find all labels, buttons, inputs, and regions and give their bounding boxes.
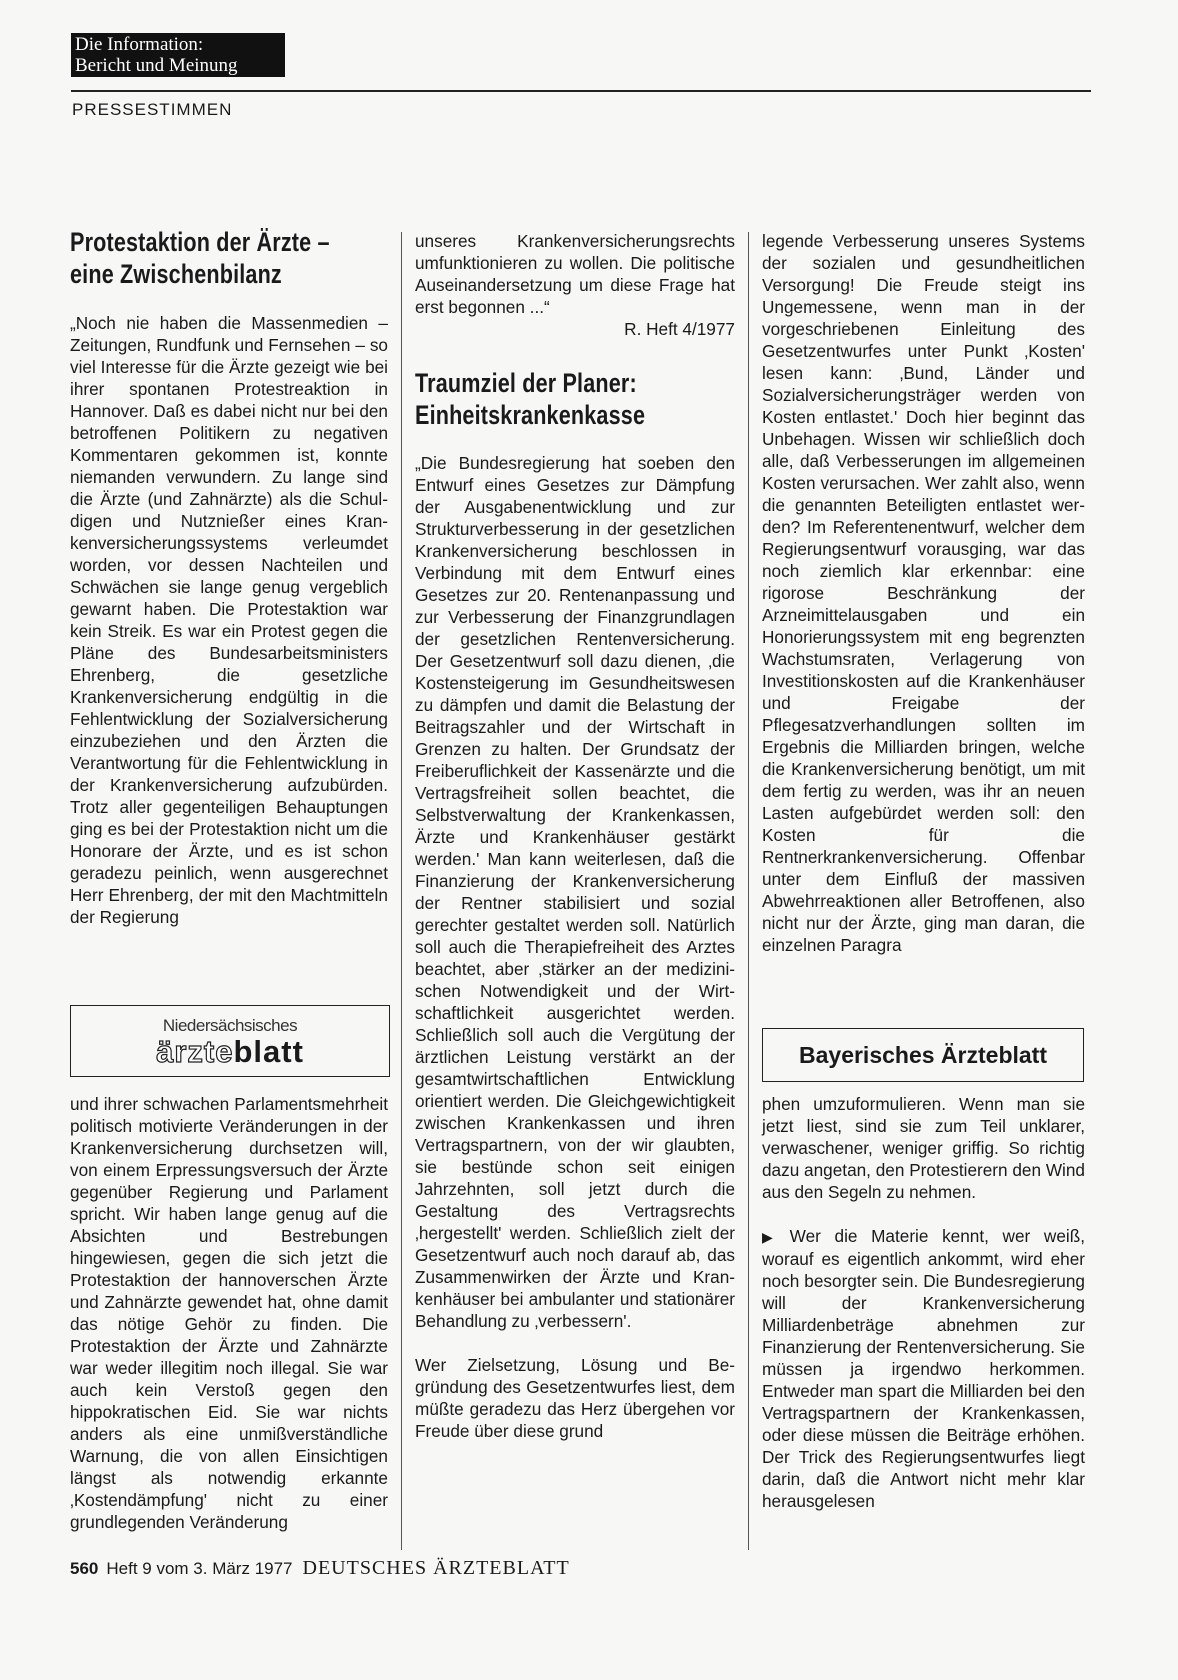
magazine-name: DEUTSCHES ÄRZTEBLATT: [302, 1557, 570, 1579]
article1-title-line1: Protestaktion der Ärzte –: [70, 227, 330, 257]
article1-signature: R. Heft 4/1977: [624, 319, 735, 339]
article1-headline: [70, 226, 406, 290]
article1-title-line2: eine Zwischenbilanz: [70, 259, 282, 289]
article2-body-col2: [415, 452, 735, 1442]
article1-paragraph: unseres Krankenversicherungsrechts umfunktionieren zu wollen. Die politische Auseinandersetzung um diese Frage hat erst begonnen ...“: [415, 231, 735, 317]
article2-paragraph: Wer Zielsetzung, Lösung und Begründung des Gesetzentwurfes liest, dem müßte geradezu das Herz übergehen vor Freude über diese grund: [415, 1355, 735, 1441]
logo-outline-text: ärzte: [156, 1034, 234, 1069]
article2-headline: [415, 367, 751, 431]
article1-body-part3: [415, 230, 735, 340]
article2-paragraph: „Die Bundesregierung hat soeben den Entwurf eines Gesetzes zur Dämpfung der Ausgabenentwicklung und zur Strukturverbesserung in der gesetzlichen Krankenversicherung beschlossen in Verbindung mit dem Entwurf eines Gesetzes zur 20. Rentenanpassung und zur Verbesserung der Finanzgrundlagen der gesetzlichen Rentenversicherung. Der Gesetzentwurf soll dazu dienen, ‚die Kostensteigerung im Gesundheitswesen zu dämpfen und damit die Belastung der Beitragszahler und der Wirtschaft in Grenzen zu halten. Der Grundsatz der Freiberuflichkeit der Kassenärzte und die Vertragsfreiheit sollen beachtet, die Selbstverwaltung der Krankenkassen, Ärzte und Krankenhäuser gestärkt werden.' Man kann weiterlesen, daß die Finanzierung der Krankenversicherung der Rentner stabilisiert und sozial gerechter gestaltet werden soll. Natürlich soll auch die Therapiefreiheit des Arztes beachtet, aber ‚stärker an der medizinischen Notwendigkeit und der Wirtschaftlichkeit ausgerichtet werden. Schließlich soll auch die Vergütung der ärztlichen Leistung verstärkt an der gesamtwirtschaftlichen Entwicklung orientiert werden. Die Gleichgewichtigkeit zwischen Krankenkassen und ihren Vertragspartnern, von der wir glaubten, sie bestünde schon seit einigen Jahrzehnten, soll jetzt durch die Gestaltung des Vertragsrechts ‚hergestellt' werden. Schließlich zielt der Gesetzentwurf auch noch darauf ab, das Zusammenwirken der Ärzte und Krankenhäuser bei ambulanter und stationärer Behandlung zu ‚verbessern'.: [415, 453, 735, 1331]
section-label: PRESSESTIMMEN: [72, 100, 233, 119]
article1-body-part1: [70, 312, 388, 928]
article2-body-col3-part2: [762, 1093, 1085, 1512]
article2-bullet-text: Wer die Materie kennt, wer weiß, worauf es eigentlich ankommt, wird eher noch besorgter sein. Die Bundesregierung will der Krankenversicherung Milliardenbeträge abnehmen zur Finanzierung der Rentenversicherung. Sie müssen ja irgendwo herkommen. Entweder man spart die Milliarden bei den Vertragspartnern der Krankenkassen, oder diese müssen die Beiträge erhöhen. Der Trick des Regierungsentwurfes liegt darin, daß die Antwort nicht mehr klar herausgelesen: [762, 1226, 1085, 1511]
article2-paragraph: legende Verbesserung unseres Systems der sozialen und gesundheitlichen Versorgung! Die Freude steigt ins Ungemessene, wenn man in der vorgeschriebenen Einleitung des Gesetzentwurfes unter Punkt ‚Kosten' lesen kann: ‚Bund, Länder und Sozialversicherungsträger werden von Kosten entlastet.' Doch hier beginnt das Unbehagen. Wissen wir schließlich doch alle, daß Verbesserungen im allgemeinen Kosten verursachen. Wer zahlt also, wenn die genannten Beteiligten entlastet werden? Im Referentenentwurf, welcher dem Regierungsentwurf vorausging, war das noch ziemlich klar erkennbar: eine rigorose Beschränkung der Arzneimittelausgaben und ein Honorierungssystem mit eng begrenzten Wachstumsraten, Verlagerung von Investitionskosten auf die Krankenhäuser und Freigabe der Pflegesatzverhandlungen sollten im Ergebnis die Milliarden bringen, welche die Krankenversicherung benötigt, um mit dem fertig zu werden, was ihr an neuen Lasten aufgebürdet werden soll: den Kosten für die Rentnerkrankenversicherung. Offenbar unter dem Einfluß der massiven Abwehrreaktionen aller Betroffenen, also nicht nur der Ärzte, ging man daran, die einzelnen Paragra: [762, 231, 1085, 955]
source-name: Bayerisches Ärzteblatt: [799, 1041, 1047, 1068]
logo-solid-text: blatt: [233, 1034, 304, 1069]
triangle-right-icon: ▶: [762, 1229, 782, 1245]
article1-paragraph: „Noch nie haben die Massenmedien – Zeitungen, Rundfunk und Fernsehen – so viel Interesse für die Ärzte gezeigt wie bei ihrer spontanen Protestreaktion in Hannover. Daß es dabei nicht nur bei den betroffenen Politikern zu negativen Kommentaren gekommen ist, konnte niemanden verwundern. Zu lange sind die Ärzte (und Zahnärzte) als die Schuldigen und Nutznießer eines Krankenversicherungssystems verleumdet worden, vor dessen Nachteilen und Schwächen sie lange genug vergeblich gewarnt haben. Die Protestaktion war kein Streik. Es war ein Protest gegen die Pläne des Bundesarbeitsministers Ehrenberg, die gesetzliche Krankenversicherung endgültig in die Fehlentwicklung der Sozialversicherung einzubeziehen und den Ärzten die Verantwortung für die Fehlentwicklung in der Krankenversicherung aufzubürden. Trotz aller gegenteiligen Behauptungen ging es bei der Protestaktion nicht um die Honorare der Ärzte, und es ist schon geradezu peinlich, wenn ausgerechnet Herr Ehrenberg, der mit den Machtmitteln der Regierung: [70, 313, 388, 927]
niedersaechsisches-aerzteblatt-logo: [70, 1005, 390, 1077]
logo-wordmark: [71, 1034, 389, 1070]
header-rule: [71, 90, 1091, 92]
section-header-box: [71, 33, 285, 77]
article2-title-line1: Traumziel der Planer:: [415, 368, 637, 398]
article1-body-part2: [70, 1093, 388, 1533]
page-number: 560: [70, 1559, 99, 1578]
article1-paragraph: und ihrer schwachen Parlamentsmehrheit politisch motivierte Veränderungen in der Krankenversicherung durchsetzen will, von einem Erpressungsversuch der Ärzte gegenüber Regierung und Parlament spricht. Wir haben lange genug auf die Absichten und Bestrebungen hingewiesen, gegen die sich jetzt die Protestaktion der hannoverschen Ärzte und Zahnärzte gewendet hat, ohne damit das nötige Gehör zu finden. Die Protestaktion der Ärzte und Zahnärzte war weder illegitim noch illegal. Sie war auch kein Verstoß gegen den hippokratischen Eid. Sie war nichts anders als eine unmißverständliche Warnung, die von allen Einsichtigen längst als notwendig erkannte ‚Kostendämpfung' nicht zu einer grundlegenden Veränderung: [70, 1094, 388, 1532]
header-line1: Die Information:: [75, 34, 204, 55]
article2-paragraph: phen umzuformulieren. Wenn man sie jetzt liest, sind sie zum Teil unklarer, verwaschener, weniger griffig. So richtig dazu angetan, den Protestierern den Wind aus den Segeln zu nehmen.: [762, 1094, 1085, 1202]
article2-title-line2: Einheitskrankenkasse: [415, 400, 646, 430]
article2-body-col3-part1: [762, 230, 1085, 956]
issue-info: Heft 9 vom 3. März 1977: [106, 1559, 293, 1578]
logo-top-text: Niedersächsisches: [162, 1016, 298, 1035]
column-divider: [401, 232, 402, 1550]
article1-signature-row: [415, 318, 735, 340]
bayerisches-aerzteblatt-source-box: [762, 1028, 1084, 1082]
article2-paragraph-bullet: [762, 1225, 1085, 1512]
page-footer: [70, 1557, 570, 1580]
header-line2: Bericht und Meinung: [75, 55, 238, 76]
